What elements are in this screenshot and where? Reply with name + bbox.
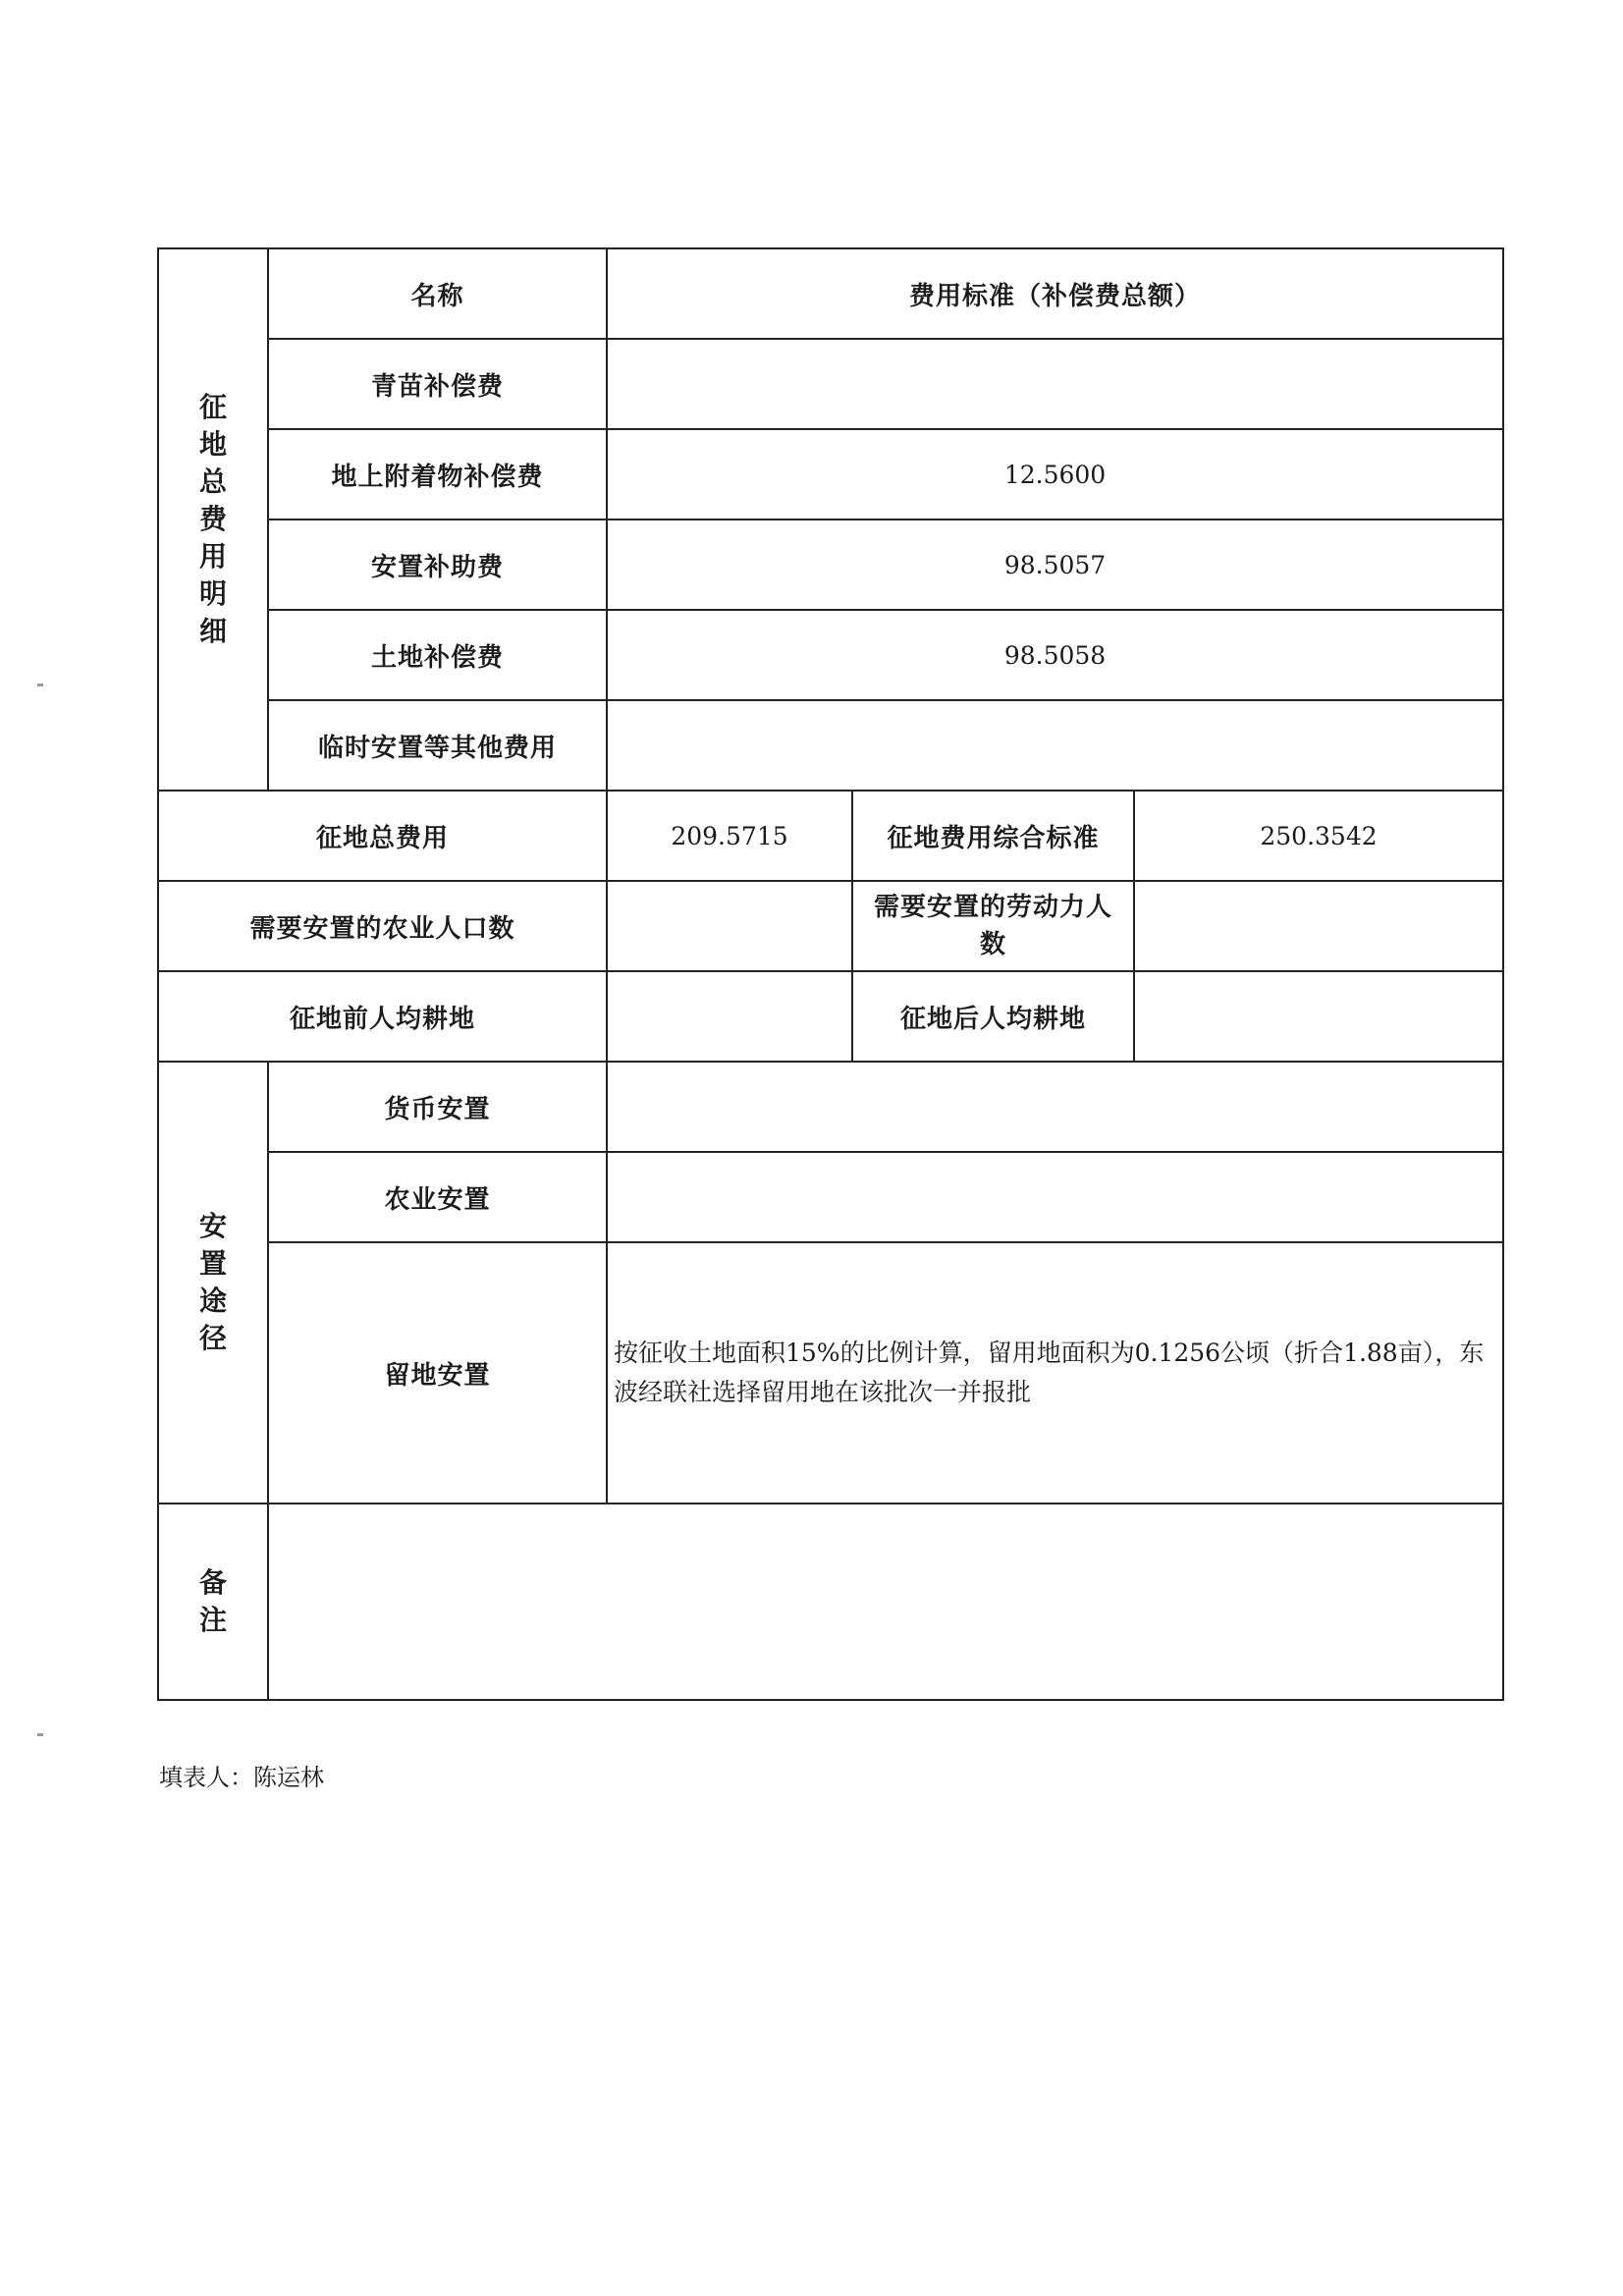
remarks-title (158, 1503, 268, 1700)
scan-speck (37, 683, 43, 686)
fee-value: 98.5057 (607, 519, 1503, 610)
fees-title-char: 明 (198, 577, 227, 610)
fee-table (157, 247, 1504, 1701)
fees-title-char: 费 (198, 503, 227, 535)
resettle-title-char: 置 (198, 1247, 227, 1280)
total-row (158, 791, 1503, 881)
fee-row (158, 610, 1503, 700)
fee-name: 土地补偿费 (268, 610, 607, 700)
fees-title-char: 地 (198, 428, 227, 461)
fee-value: 98.5058 (607, 610, 1503, 700)
fee-value (607, 339, 1503, 429)
fee-row (158, 429, 1503, 519)
resettle-value (607, 1062, 1503, 1152)
remarks-title-char: 注 (198, 1604, 227, 1636)
fee-name: 青苗补偿费 (268, 339, 607, 429)
table-header-row (158, 248, 1503, 339)
after-label: 征地后人均耕地 (852, 971, 1134, 1062)
resettle-title-char: 途 (198, 1285, 227, 1317)
resettle-name: 农业安置 (268, 1152, 607, 1242)
fee-row (158, 700, 1503, 791)
agri-pop-value (607, 881, 852, 971)
resettle-title-char: 径 (198, 1322, 227, 1354)
resettle-title-char: 安 (198, 1210, 227, 1242)
header-standard: 费用标准（补偿费总额） (607, 248, 1503, 339)
fees-title-char: 征 (198, 391, 227, 423)
fees-title-char: 用 (198, 540, 227, 573)
resettle-section-title (158, 1062, 268, 1503)
fee-name: 安置补助费 (268, 519, 607, 610)
resettle-name: 货币安置 (268, 1062, 607, 1152)
labor-label: 需要安置的劳动力人数 (852, 881, 1134, 971)
agri-pop-label: 需要安置的农业人口数 (158, 881, 607, 971)
composite-label: 征地费用综合标准 (852, 791, 1134, 881)
fee-name: 地上附着物补偿费 (268, 429, 607, 519)
fee-row (158, 519, 1503, 610)
fee-value (607, 700, 1503, 791)
fees-title-char: 总 (198, 465, 227, 498)
fee-name: 临时安置等其他费用 (268, 700, 607, 791)
composite-value: 250.3542 (1134, 791, 1503, 881)
before-value (607, 971, 852, 1062)
after-value (1134, 971, 1503, 1062)
resettle-row (158, 1062, 1503, 1152)
farmland-row (158, 971, 1503, 1062)
resettle-value: 按征收土地面积15%的比例计算，留用地面积为0.1256公顷（折合1.88亩），东波经联社选择留用地在该批次一并报批 (607, 1242, 1503, 1503)
total-label: 征地总费用 (158, 791, 607, 881)
resettle-row (158, 1242, 1503, 1503)
population-row (158, 881, 1503, 971)
land-acquisition-form (157, 247, 1502, 1701)
fees-title-char: 细 (198, 615, 227, 647)
fee-value: 12.5600 (607, 429, 1503, 519)
fees-section-title (158, 248, 268, 791)
before-label: 征地前人均耕地 (158, 971, 607, 1062)
remarks-value (268, 1503, 1503, 1700)
remarks-row (158, 1503, 1503, 1700)
header-name: 名称 (268, 248, 607, 339)
resettle-row (158, 1152, 1503, 1242)
fee-row (158, 339, 1503, 429)
resettle-name: 留地安置 (268, 1242, 607, 1503)
resettle-value (607, 1152, 1503, 1242)
scan-speck (37, 1733, 43, 1736)
remarks-title-char: 备 (198, 1566, 227, 1599)
form-filler: 填表人：陈运林 (159, 1764, 324, 1791)
labor-value (1134, 881, 1503, 971)
total-value: 209.5715 (607, 791, 852, 881)
